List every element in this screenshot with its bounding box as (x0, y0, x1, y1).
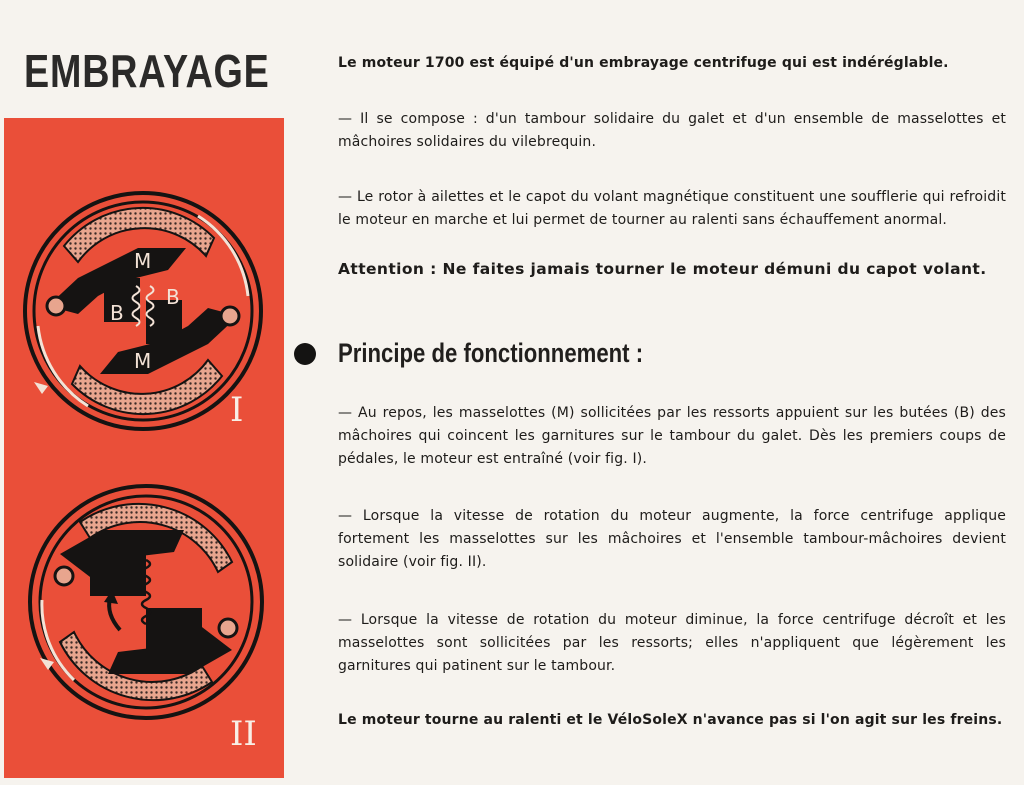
principle-rest (338, 402, 1006, 471)
principle-deceleration (338, 609, 1006, 678)
principle-idle (338, 709, 1006, 732)
label-m-bottom: M (134, 349, 152, 373)
clutch-figure-2 (24, 480, 268, 724)
paragraph-cooling (338, 186, 1006, 232)
paragraph-text: — Au repos, les masselottes (M) sollicitées par les ressorts appuient sur les butées (B) des mâchoires qui coincent les garnitures sur le tambour du galet. Dès les premiers coups de pédales, le moteur est entraîné (voir fig. I). (338, 405, 1006, 467)
pivot-left (55, 567, 73, 585)
pivot-left (47, 297, 65, 315)
rotation-arrow-icon (34, 382, 48, 394)
label-m-top: M (134, 249, 152, 273)
paragraph-text: — Lorsque la vitesse de rotation du moteur augmente, la force centrifuge applique fortement les masselottes sur les mâchoires et l'ensemble tambour-mâchoires devient solidaire (voir fig. II). (338, 508, 1006, 570)
attention-text: Attention : Ne faites jamais tourner le moteur démuni du capot volant. (338, 260, 987, 278)
paragraph-text: — Le rotor à ailettes et le capot du volant magnétique constituent une soufflerie qui refroidit le moteur en marche et lui permet de tourner au ralenti sans échauffement anormal. (338, 189, 1006, 228)
page-title: EMBRAYAGE (24, 45, 270, 97)
section-heading: Principe de fonctionnement : (338, 338, 644, 368)
figure-2-label: II (230, 714, 257, 754)
paragraph-text: Le moteur tourne au ralenti et le VéloSoleX n'avance pas si l'on agit sur les freins. (338, 712, 1003, 728)
intro-rest: est équipé d'un embrayage centrifuge qui est indéréglable. (464, 55, 949, 71)
bullet-icon (294, 343, 316, 365)
illustration-panel (4, 118, 284, 778)
attention-note (338, 258, 1006, 281)
figure-1-label: I (230, 390, 244, 430)
pivot-right (221, 307, 239, 325)
intro-paragraph (338, 52, 1006, 75)
intro-lead: Le moteur 1700 (338, 55, 465, 71)
label-b-right: B (166, 285, 180, 309)
paragraph-text: — Il se compose : d'un tambour solidaire du galet et d'un ensemble de masselottes et mâchoires solidaires du vilebrequin. (338, 111, 1006, 150)
weight-lower (146, 608, 202, 654)
paragraph-text: — Lorsque la vitesse de rotation du moteur diminue, la force centrifuge décroît et les masselottes sont sollicitées par les ressorts; elles n'appliquent que légèrement les garnitures qui patinent sur le tambour. (338, 612, 1006, 674)
label-b-left: B (110, 301, 124, 325)
weight-upper (90, 550, 146, 596)
principle-acceleration (338, 505, 1006, 574)
pivot-right (219, 619, 237, 637)
paragraph-composition (338, 108, 1006, 154)
